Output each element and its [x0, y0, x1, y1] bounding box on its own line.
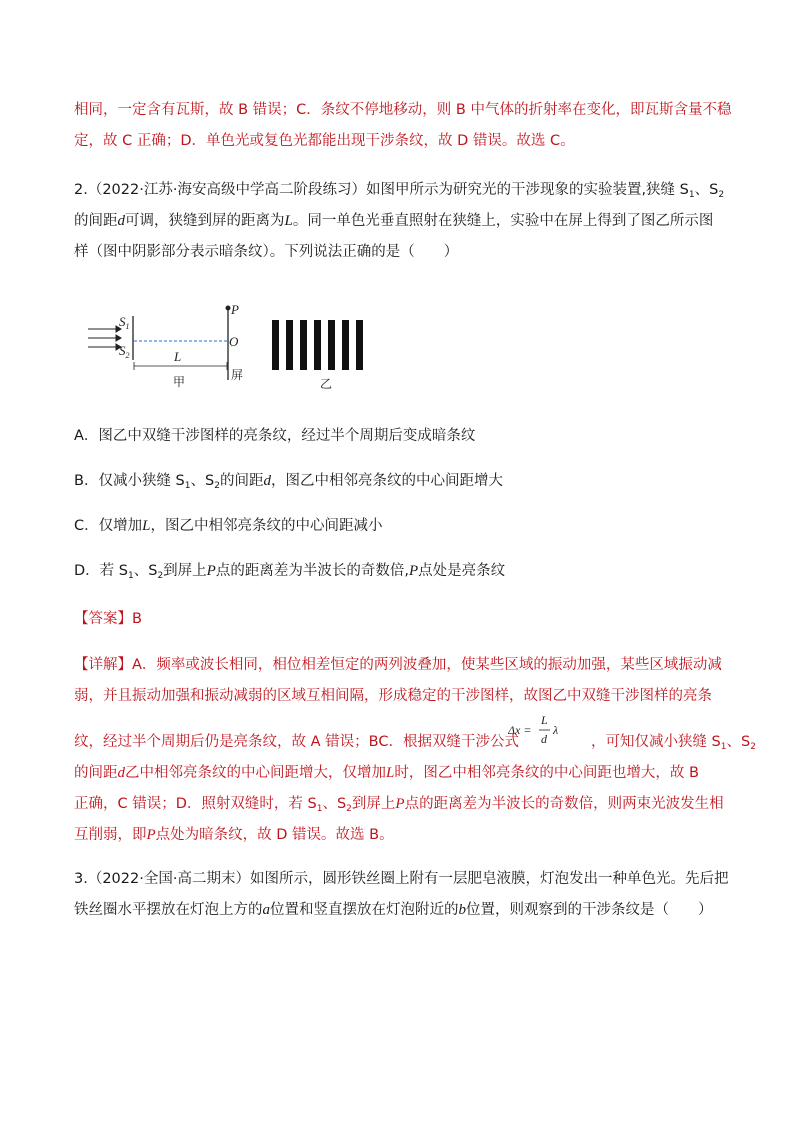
q3-stem-line-1: 3.（2022·全国·高二期末）如图所示，圆形铁丝圈上附有一层肥皂液膜，灯泡发出一种单色光。先后把 — [74, 871, 729, 887]
option-text: 到屏上 — [163, 563, 207, 579]
subscript: 1 — [720, 742, 727, 752]
detail-text: ，可知仅减小狭缝 S — [590, 734, 721, 750]
detail-line-3 — [74, 732, 756, 752]
prev-answer-line-1: 相同，一定含有瓦斯，故 B 错误；C．条纹不停地移动，则 B 中气体的折射率在变化，即瓦斯含量不稳 — [74, 102, 732, 118]
variable-l: L — [284, 213, 293, 229]
label-yi: 乙 — [320, 377, 333, 390]
label-jia: 甲 — [173, 375, 186, 389]
dark-fringe — [356, 320, 363, 370]
detail-text: 正确，C 错误；D．照射双缝时，若 S — [74, 796, 317, 812]
subscript: 2 — [346, 804, 352, 814]
variable-p: P — [146, 827, 156, 843]
detail-text: 乙中相邻亮条纹的中心间距增大，仅增加 — [125, 765, 386, 781]
detail-line-1: 【详解】A．频率或波长相同，相位相差恒定的两列波叠加，使某些区域的振动加强，某些区域振动减 — [74, 657, 722, 673]
stem-text: 。同一单色光垂直照射在狭缝上，实验中在屏上得到了图乙所示图 — [292, 213, 714, 229]
dark-fringe — [300, 320, 307, 370]
detail-text: 到屏上 — [351, 796, 396, 812]
option-c — [74, 516, 382, 536]
q2-stem-line-3: 样（图中阴影部分表示暗条纹）。下列说法正确的是（ ） — [74, 244, 459, 260]
prev-answer-line-2: 定，故 C 正确；D．单色光或复色光都能出现干涉条纹，故 D 错误。故选 C。 — [74, 133, 575, 149]
option-text: 点的距离差为半波长的奇数倍, — [215, 563, 409, 579]
detail-line-6 — [74, 825, 394, 845]
point-p — [226, 306, 230, 310]
detail-text: 的间距 — [74, 765, 118, 781]
variable-l: L — [386, 765, 395, 781]
variable-p: P — [206, 563, 216, 579]
subscript: 1 — [127, 571, 134, 581]
answer-label: 【答案】B — [74, 611, 142, 627]
interference-formula — [508, 713, 570, 747]
formula-denominator: d — [541, 732, 547, 746]
option-text: C．仅增加 — [74, 518, 143, 534]
separator: 、S — [694, 182, 719, 198]
interference-pattern — [272, 320, 363, 370]
variable-d: d — [117, 213, 125, 229]
variable-d: d — [263, 473, 271, 489]
arrow-head — [116, 335, 121, 341]
detail-text: 点的距离差为半波长的奇数倍，则两束光波发生相 — [404, 796, 724, 812]
dark-fringe — [314, 320, 321, 370]
separator: 、S — [726, 734, 751, 750]
label-o: O — [229, 334, 239, 349]
label-s2: $S_2$ — [119, 343, 130, 360]
detail-line-2: 弱，并且振动加强和振动减弱的区域互相间隔，形成稳定的干涉图样，故图乙中双缝干涉图样的亮条 — [74, 688, 712, 704]
formula-lambda: λ — [553, 723, 559, 737]
label-s1: $S_1$ — [119, 314, 130, 331]
stem-text: 位置和竖直摆放在灯泡附近的 — [270, 902, 459, 918]
q2-stem-line-1 — [74, 180, 724, 200]
variable-b: b — [458, 902, 466, 918]
option-text: 点处是亮条纹 — [418, 563, 506, 579]
subscript: 2 — [718, 190, 725, 200]
option-text: B．仅减小狭缝 S — [74, 473, 185, 489]
label-screen: 屏 — [231, 368, 244, 382]
dark-fringe — [328, 320, 335, 370]
detail-text: 纹，经过半个周期后仍是亮条纹，故 A 错误；BC．根据双缝干涉公式 — [74, 734, 519, 750]
option-d — [74, 561, 505, 581]
q2-stem-text: 2.（2022·江苏·海安高级中学高二阶段练习）如图甲所示为研究光的干涉现象的实验装置,狭缝 S — [74, 182, 689, 198]
separator: 、S — [133, 563, 158, 579]
option-text: ，图乙中相邻亮条纹的中心间距增大 — [270, 473, 503, 489]
detail-text: 互削弱，即 — [74, 827, 147, 843]
formula-numerator: L — [541, 713, 548, 727]
detail-line-4 — [74, 763, 699, 783]
formula-lhs: Δx = — [508, 723, 532, 737]
dark-fringe — [342, 320, 349, 370]
subscript: 2 — [214, 481, 220, 491]
q2-stem-line-2 — [74, 211, 713, 231]
stem-text: 的间距 — [74, 213, 118, 229]
detail-text: 点处为暗条纹，故 D 错误。故选 B。 — [155, 827, 394, 843]
variable-d: d — [117, 765, 125, 781]
double-slit-figure — [88, 300, 388, 390]
variable-a: a — [262, 902, 270, 918]
dark-fringe — [272, 320, 279, 370]
variable-p: P — [408, 563, 419, 579]
stem-text: 铁丝圈水平摆放在灯泡上方的 — [74, 902, 263, 918]
subscript: 1 — [184, 481, 191, 491]
separator: 、S — [190, 473, 215, 489]
option-text: D．若 S — [74, 563, 128, 579]
stem-text: 位置，则观察到的干涉条纹是（ ） — [466, 902, 713, 918]
option-text: 的间距 — [219, 473, 264, 489]
detail-line-5 — [74, 794, 724, 814]
subscript: 2 — [157, 571, 164, 581]
subscript: 1 — [688, 190, 695, 200]
stem-text: 可调，狭缝到屏的距离为 — [125, 213, 285, 229]
separator: 、S — [322, 796, 347, 812]
detail-text: 时，图乙中相邻亮条纹的中心间距也增大，故 B — [394, 765, 699, 781]
label-p: P — [231, 302, 239, 317]
option-a: A．图乙中双缝干涉图样的亮条纹，经过半个周期后变成暗条纹 — [74, 428, 476, 444]
variable-l: L — [142, 518, 151, 534]
subscript: 1 — [316, 804, 323, 814]
dark-fringe — [286, 320, 293, 370]
label-l: L — [174, 349, 182, 364]
variable-p: P — [395, 796, 405, 812]
subscript: 2 — [750, 742, 756, 752]
option-b — [74, 471, 503, 491]
option-text: ，图乙中相邻亮条纹的中心间距减小 — [150, 518, 383, 534]
q3-stem-line-2 — [74, 900, 713, 920]
